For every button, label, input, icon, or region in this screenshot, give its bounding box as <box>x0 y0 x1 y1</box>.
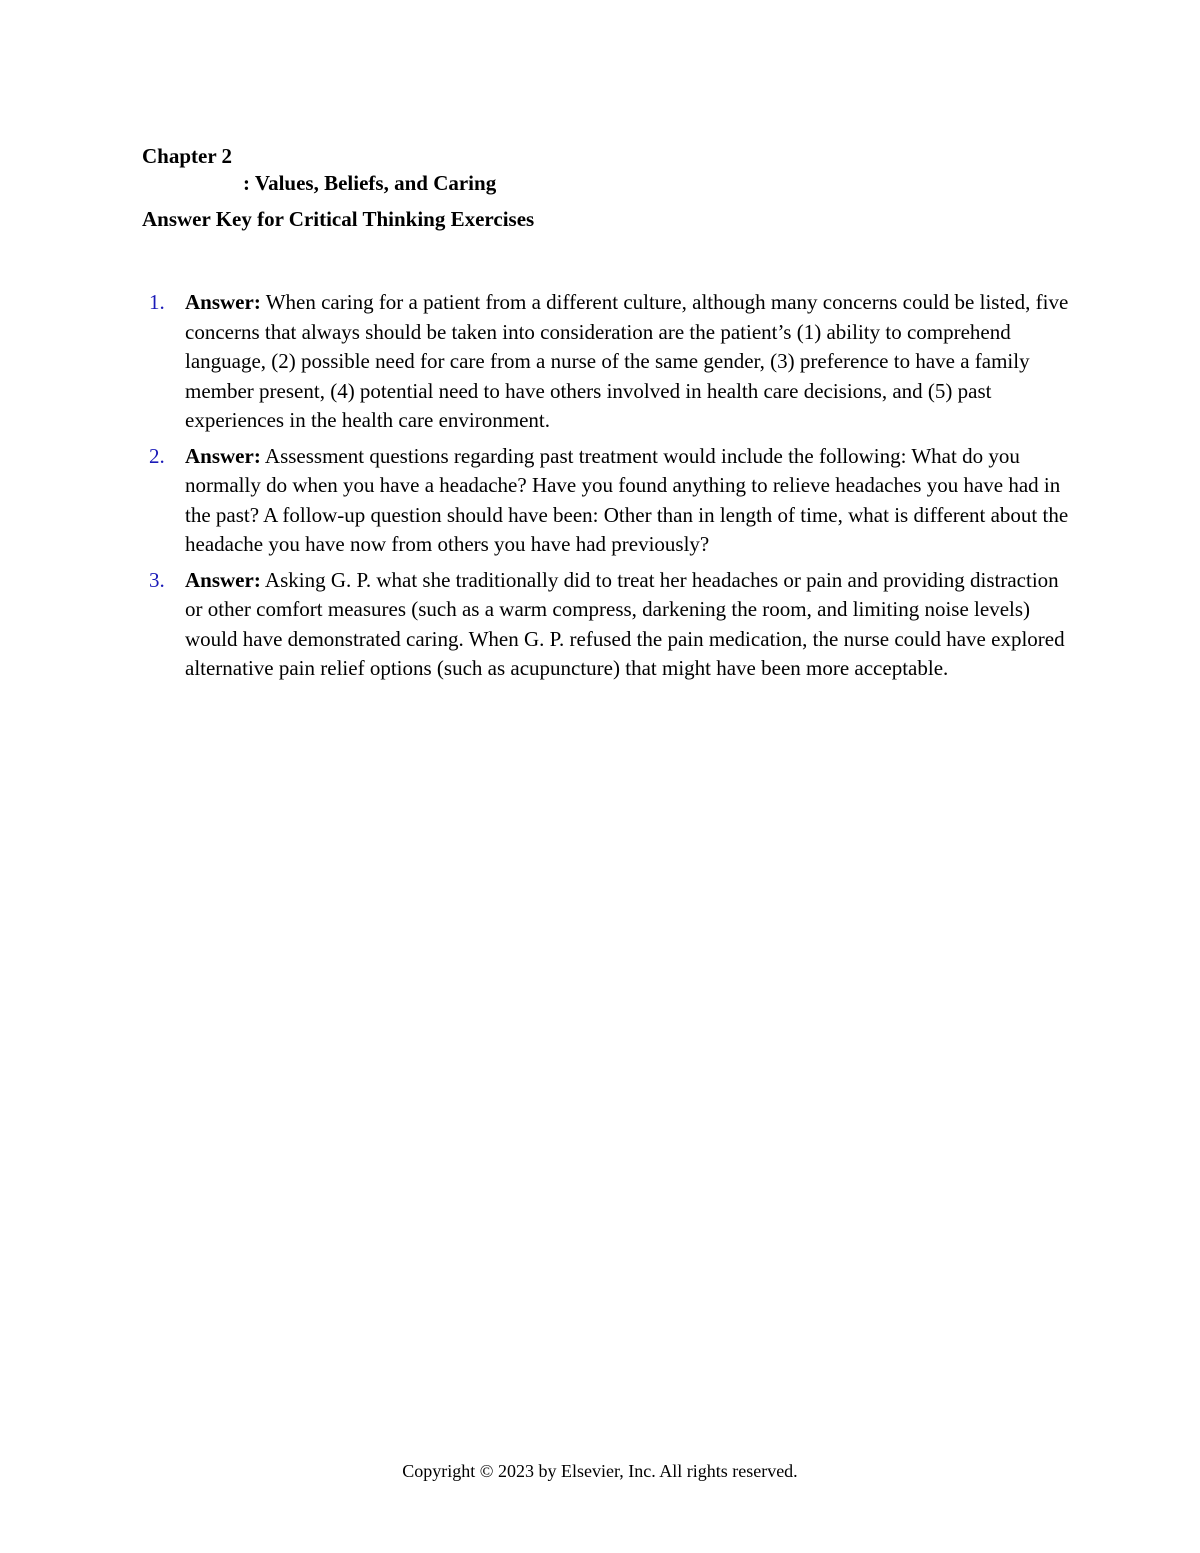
answer-number: 3. <box>149 567 165 592</box>
answer-label: Answer: <box>185 290 261 314</box>
answer-item-3 <box>142 566 1072 684</box>
chapter-heading: Chapter 2 <box>142 144 233 168</box>
answer-label: Answer: <box>185 443 261 468</box>
answer-number: 1. <box>149 290 165 314</box>
answer-item-2 <box>142 442 1072 560</box>
chapter-title: : Values, Beliefs, and Caring <box>243 171 497 195</box>
answer-text: Assessment questions regarding past treatment would include the following: What do you normally do when you have a headache? Have you found anything to relieve headaches you have had in the past? A follow-up question should have been: Other than in length of time, what is different about the headache you have now from others you have had previously? <box>185 443 1069 556</box>
answer-text: When caring for a patient from a different culture, although many concerns could be listed, five concerns that always should be taken into consideration are the patient’s (1) ability to comprehend language, (2) possible need for care from a nurse of the same gender, (3) preference to have a family member present, (4) potential need to have others involved in health care decisions, and (5) past experiences in the health care environment. <box>185 290 1069 432</box>
answer-list <box>142 288 1072 690</box>
answer-item-1 <box>142 288 1072 436</box>
answer-number: 2. <box>149 443 165 468</box>
document-subtitle: Answer Key for Critical Thinking Exercises <box>142 207 535 231</box>
copyright-footer: Copyright © 2023 by Elsevier, Inc. All rights reserved. <box>402 1461 798 1481</box>
answer-label: Answer: <box>185 567 261 592</box>
answer-text: Asking G. P. what she traditionally did to treat her headaches or pain and providing distraction or other comfort measures (such as a warm compress, darkening the room, and limiting noise levels) would have demonstrated caring. When G. P. refused the pain medication, the nurse could have explored alternative pain relief options (such as acupuncture) that might have been more acceptable. <box>185 567 1065 680</box>
